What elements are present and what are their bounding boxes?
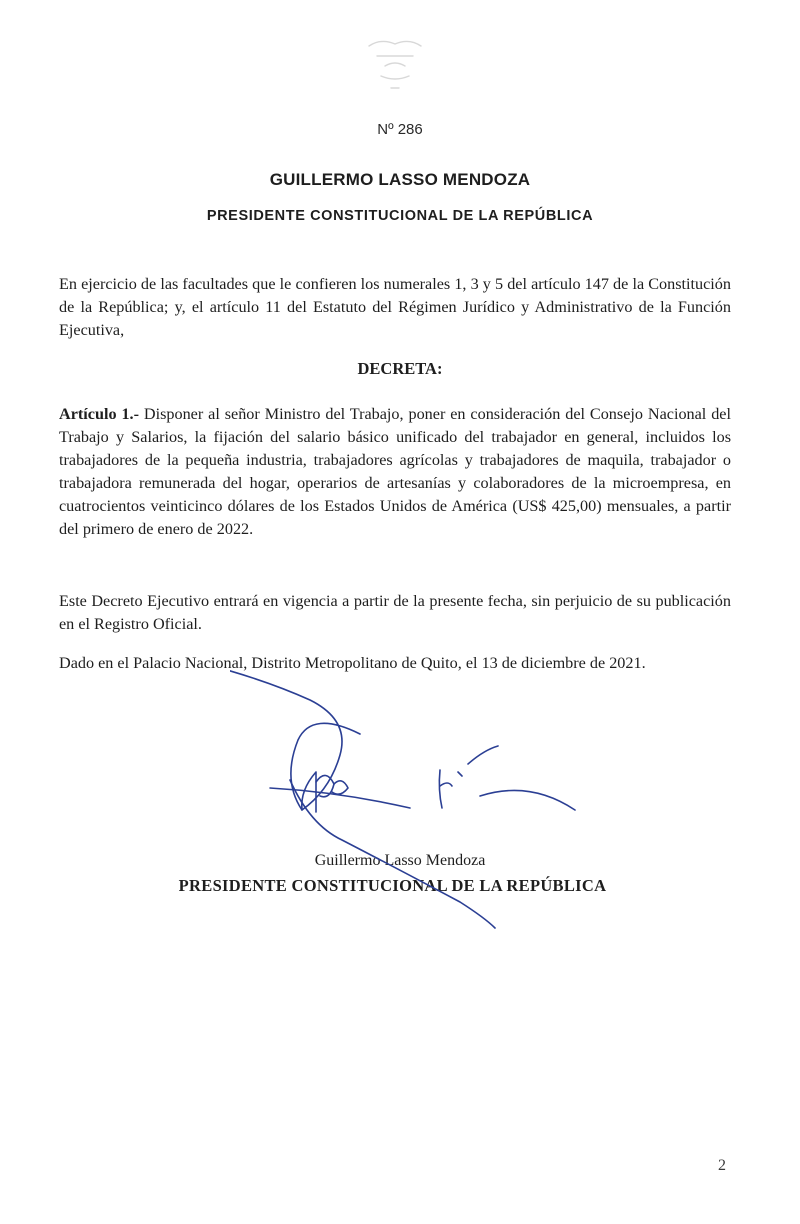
president-name-heading: GUILLERMO LASSO MENDOZA [269, 170, 531, 189]
page-number: 2 [718, 1157, 726, 1174]
president-title-heading: PRESIDENTE CONSTITUCIONAL DE LA REPÚBLICA [206, 208, 594, 224]
signer-title: PRESIDENTE CONSTITUCIONAL DE LA REPÚBLICA [178, 876, 607, 895]
validity-paragraph: Este Decreto Ejecutivo entrará en vigencia a partir de la presente fecha, sin perjuicio de su publicación en el Registro Oficial. [59, 592, 731, 633]
decreta-heading: DECRETA: [357, 359, 443, 378]
article-1-label: Artículo 1.- [59, 405, 139, 423]
article-1-paragraph [59, 403, 731, 541]
faded-emblem-icon [355, 30, 435, 100]
intro-paragraph: En ejercicio de las facultades que le confieren los numerales 1, 3 y 5 del artículo 147 de la Constitución de la República; y, el artículo 11 del Estatuto del Régimen Jurídico y Administrativo de la Función Ejecutiva, [59, 275, 731, 339]
decree-number: Nº 286 [377, 121, 423, 138]
handwritten-signature [230, 660, 630, 940]
article-1-text: Disponer al señor Ministro del Trabajo, poner en consideración del Consejo Nacional del Trabajo y Salarios, la fijación del salario básico unificado del trabajador en general, incluidos los trabajadores de la pequeña industria, trabajadores agrícolas y trabajadores de maquila, trabajador o trabajadora remunerada del hogar, operarios de artesanías y colaboradores de la microempresa, en cuatrocientos veinticinco dólares de los Estados Unidos de América (US$ 425,00) mensuales, a partir del primero de enero de 2022. [59, 405, 731, 538]
signer-name: Guillermo Lasso Mendoza [314, 852, 486, 869]
given-at-paragraph: Dado en el Palacio Nacional, Distrito Metropolitano de Quito, el 13 de diciembre de 2021. [59, 654, 646, 672]
